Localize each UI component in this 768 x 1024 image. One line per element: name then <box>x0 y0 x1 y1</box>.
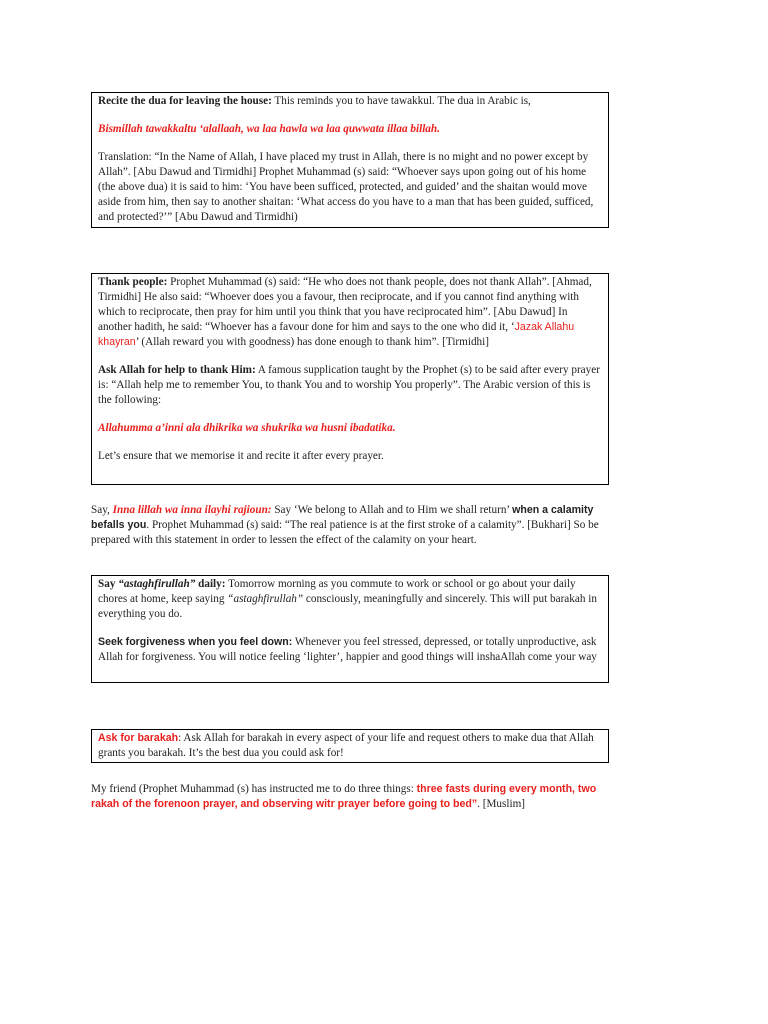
astagh-italic: “astaghfirullah” <box>227 593 304 605</box>
astagh-bold: “astaghfirullah” <box>118 578 196 590</box>
astaghfirullah-paragraph <box>98 577 602 622</box>
barakah-box <box>91 729 609 763</box>
calamity-say: Say, <box>91 504 113 516</box>
seek-forgiveness-text: Whenever you feel stressed, depressed, or totally unproductive, ask Allah for forgiveness. You will notice feeling ‘lighter’, happier and good things will inshaAllah come your way <box>98 636 597 663</box>
calamity-paragraph <box>91 503 611 548</box>
three-things-text: My friend (Prophet Muhammad (s) has instructed me to do three things: <box>91 783 417 795</box>
astagh-text: Tomorrow morning as you commute to work or school or go about your daily chores at home, keep saying <box>98 578 576 605</box>
calamity-emphasis: when a calamity befalls you <box>91 504 594 531</box>
inna-lillah-arabic: Inna lillah wa inna ilayhi rajioun: <box>112 504 272 516</box>
thank-people-text: Prophet Muhammad (s) said: “He who does not thank people, does not thank Allah”. [Ahmad, Tirmidhi] He also said: “Whoever does you a favour, then reciprocate, and if you cannot find anything with which to reciprocate, then pray for him until you think that you have reciprocated him”. [Abu Dawud] In another hadith, he said: “Whoever has a favour done for him and says to the one who did it, ‘ <box>98 276 592 333</box>
ask-allah-paragraph <box>98 363 602 408</box>
calamity-text-end: . Prophet Muhammad (s) said: “The real patience is at the first stroke of a calamity”. [Bukhari] So be prepared with this statement in order to lessen the effect of the calamity on your heart. <box>91 519 599 546</box>
barakah-text: : Ask Allah for barakah in every aspect of your life and request others to make dua that Allah grants you barakah. It’s the best dua you could ask for! <box>98 732 594 759</box>
barakah-heading: Ask for barakah <box>98 732 179 744</box>
dua-heading: Recite the dua for leaving the house: <box>98 95 272 107</box>
three-things-paragraph <box>91 782 625 812</box>
calamity-text: Say ‘We belong to Allah and to Him we shall return’ <box>271 504 513 516</box>
dua-leaving-house-box <box>91 92 609 228</box>
astaghfirullah-box <box>91 575 609 683</box>
astagh-text-end: consciously, meaningfully and sincerely. This will put barakah in everything you do. <box>98 593 597 620</box>
thank-closing: Let’s ensure that we memorise it and recite it after every prayer. <box>98 450 384 462</box>
dua-intro-text: This reminds you to have tawakkul. The dua in Arabic is, <box>271 95 531 107</box>
thank-people-box <box>91 273 609 485</box>
ask-allah-text: A famous supplication taught by the Prophet (s) to be said after every prayer is: “Allah help me to remember You, to thank You and to worship You properly”. The Arabic version of this is the following: <box>98 364 600 406</box>
thank-arabic: Allahumma a’inni ala dhikrika wa shukrika wa husni ibadatika. <box>98 422 396 434</box>
barakah-paragraph <box>98 731 602 761</box>
dua-arabic: Bismillah tawakkaltu ‘alallaah, wa laa hawla wa laa quwwata illaa billah. <box>98 123 440 135</box>
ask-allah-heading: Ask Allah for help to thank Him: <box>98 364 256 376</box>
thank-people-text-end: ’ (Allah reward you with goodness) has done enough to thank him”. [Tirmidhi] <box>135 336 489 348</box>
astagh-daily: daily: <box>195 578 226 590</box>
dua-translation: Translation: “In the Name of Allah, I have placed my trust in Allah, there is no might and no power except by Allah”. [Abu Dawud and Tirmidhi] Prophet Muhammad (s) said: “Whoever says upon going out of his home (the above dua) it is said to him: ‘You have been sufficed, protected, and guided’ and the shaitan would move aside from him, then say to another shaitan: ‘What access do you have to a man that has been guided, sufficed, and protected?’” [Abu Dawud and Tirmidhi) <box>98 151 594 223</box>
thank-people-paragraph <box>98 275 602 350</box>
three-things-emphasis: three fasts during every month, two rakah of the forenoon prayer, and observing witr prayer before going to bed” <box>91 783 597 810</box>
three-things-citation: . [Muslim] <box>477 798 526 810</box>
seek-forgiveness-paragraph <box>98 635 602 665</box>
dua-intro <box>98 94 602 109</box>
seek-forgiveness-heading: Seek forgiveness when you feel down: <box>98 636 293 648</box>
thank-people-heading: Thank people: <box>98 276 168 288</box>
astagh-say: Say <box>98 578 119 590</box>
jazak-allahu-khayran: Jazak Allahu khayran <box>98 321 575 348</box>
